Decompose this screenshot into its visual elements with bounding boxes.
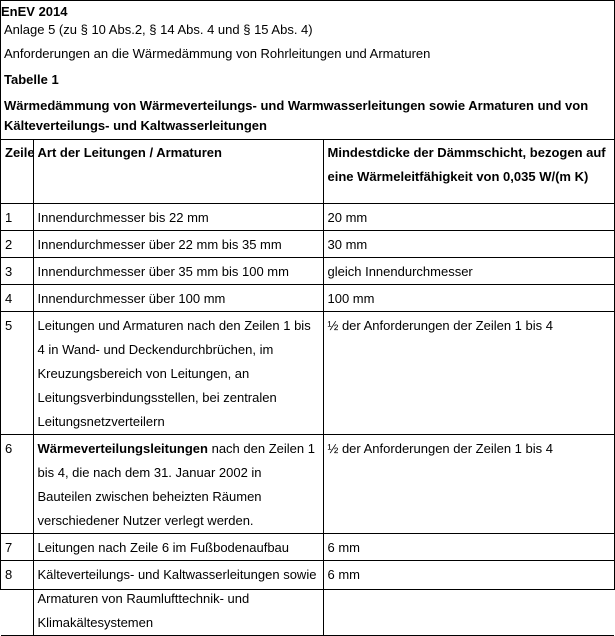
- table-row: [1, 561, 614, 636]
- table-row: [1, 534, 614, 561]
- row-dicke: ½ der Anforderungen der Zeilen 1 bis 4: [323, 312, 614, 435]
- table-description: Wärmedämmung von Wärmeverteilungs- und Warmwasserleitungen sowie Armaturen und von Kälteverteilungs- und Kaltwasserleitungen: [4, 98, 589, 133]
- row-number: 3: [1, 258, 33, 285]
- anlage-reference: Anlage 5 (zu § 10 Abs.2, § 14 Abs. 4 und § 15 Abs. 4): [4, 22, 313, 37]
- column-header-art: Art der Leitungen / Armaturen: [33, 139, 323, 204]
- row-art-lead: Wärmeverteilungsleitungen: [37, 441, 208, 456]
- insulation-table: [1, 139, 614, 636]
- row-art: Innendurchmesser über 100 mm: [33, 285, 323, 312]
- row-number: 5: [1, 312, 33, 435]
- table-row: [1, 258, 614, 285]
- row-dicke: 100 mm: [323, 285, 614, 312]
- row-number: 7: [1, 534, 33, 561]
- row-art-cell: [33, 435, 323, 534]
- row-art: Innendurchmesser bis 22 mm: [33, 204, 323, 231]
- row-art: Kälteverteilungs- und Kaltwasserleitungen sowie Armaturen von Raumlufttechnik- und Klimakältesystemen: [33, 561, 323, 636]
- row-number: 4: [1, 285, 33, 312]
- table-row: [1, 231, 614, 258]
- row-dicke: gleich Innendurchmesser: [323, 258, 614, 285]
- row-dicke: 6 mm: [323, 534, 614, 561]
- row-art: Innendurchmesser über 22 mm bis 35 mm: [33, 231, 323, 258]
- table-row: [1, 435, 614, 534]
- row-dicke: 30 mm: [323, 231, 614, 258]
- row-dicke: 20 mm: [323, 204, 614, 231]
- table-header-row: [1, 139, 614, 204]
- table-row: [1, 285, 614, 312]
- row-number: 6: [1, 435, 33, 534]
- table-label: Tabelle 1: [4, 72, 59, 87]
- table-row: [1, 312, 614, 435]
- column-header-mindestdicke: Mindestdicke der Dämmschicht, bezogen auf eine Wärmeleitfähigkeit von 0,035 W/(m K): [323, 139, 614, 204]
- subject-line: Anforderungen an die Wärmedämmung von Rohrleitungen und Armaturen: [4, 46, 431, 61]
- row-number: 2: [1, 231, 33, 258]
- row-dicke: 6 mm: [323, 561, 614, 636]
- row-art: Innendurchmesser über 35 mm bis 100 mm: [33, 258, 323, 285]
- row-number: 1: [1, 204, 33, 231]
- table-row: [1, 204, 614, 231]
- column-header-zeile: Zeile: [1, 139, 33, 204]
- row-art: Leitungen und Armaturen nach den Zeilen 1 bis 4 in Wand- und Deckendurchbrüchen, im Kreuzungsbereich von Leitungen, an Leitungsverbindungsstellen, bei zentralen Leitungsnetzverteilern: [33, 312, 323, 435]
- row-art: nach den Zeilen 1 bis 4, die nach dem 31. Januar 2002 in Bauteilen zwischen beheizten Räumen verschiedener Nutzer verlegt werden.: [37, 441, 315, 528]
- row-dicke: ½ der Anforderungen der Zeilen 1 bis 4: [323, 435, 614, 534]
- document-header: [1, 1, 614, 140]
- document-title: EnEV 2014: [1, 4, 68, 19]
- row-art: Leitungen nach Zeile 6 im Fußbodenaufbau: [33, 534, 323, 561]
- row-number: 8: [1, 561, 33, 636]
